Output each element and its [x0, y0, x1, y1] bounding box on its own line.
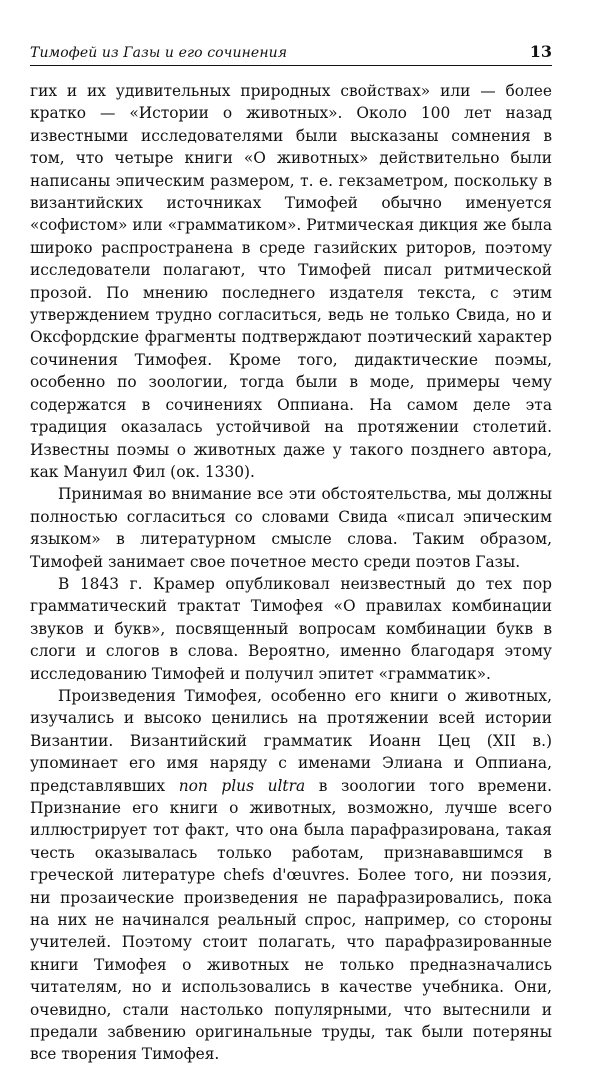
latin-phrase: non plus ultra [178, 776, 306, 795]
body-text [30, 80, 552, 1066]
page-number: 13 [529, 42, 552, 61]
paragraph-4 [30, 685, 552, 1066]
paragraph-4-end: в зоологии того времени. Признание его книги о животных, возможно, лучше всего иллюстрирует тот факт, что она была парафразирована, такая честь оказывалась только работам, признававшимся в греческой литературе chefs d'œuvres. Более того, ни поэзия, ни прозаические произведения не парафразировались, пока на них не начинался реальный спрос, например, со стороны учителей. Поэтому стоит полагать, что парафразированные книги Тимофея о животных не только предназначались читателям, но и использовались в качестве учебника. Они, очевидно, стали настолько популярными, что вытеснили и предали забвению оригинальные труды, так были потеряны все творения Тимофея. [30, 776, 553, 1064]
running-title: Тимофей из Газы и его сочинения [30, 45, 288, 61]
paragraph-4-start: Произведения Тимофея, особенно его книги о животных, изучались и высоко ценились на протяжении всей истории Византии. Византийский грамматик Иоанн Цец (XII в.) упоминает его имя наряду с именами Элиана и Оппиана, представлявших [30, 686, 552, 795]
paragraph-1: гих и их удивительных природных свойствах» или — более кратко — «Истории о животных». Около 100 лет назад известными исследователями были высказаны сомнения в том, что четыре книги «О животных» действительно были написаны эпическим размером, т. е. гекзаметром, поскольку в византийских источниках Тимофей обычно именуется «софистом» или «грамматиком». Ритмическая дикция же была широко распространена в среде газийских риторов, поэтому исследователи полагают, что Тимофей писал ритмической прозой. По мнению последнего издателя текста, с этим утверждением трудно согласиться, ведь не только Свида, но и Оксфордские фрагменты подтверждают поэтический характер сочинения Тимофея. Кроме того, дидактические поэмы, особенно по зоологии, тогда были в моде, примеры чему содержатся в сочинениях Оппиана. На самом деле эта традиция оказалась устойчивой на протяжении столетий. Известны поэмы о животных даже у такого позднего автора, как Мануил Фил (ок. 1330). [30, 82, 552, 481]
running-header [30, 38, 552, 66]
paragraph-3: В 1843 г. Крамер опубликовал неизвестный до тех пор грамматический трактат Тимофея «О правилах комбинации звуков и букв», посвященный вопросам комбинации букв в слоги и слогов в слова. Вероятно, именно благодаря этому исследованию Тимофей и получил эпитет «грамматик». [30, 574, 552, 683]
paragraph-2: Принимая во внимание все эти обстоятельства, мы должны полностью согласиться со словами Свида «писал эпическим языком» в литературном смысле слова. Таким образом, Тимофей занимает свое почетное место среди поэтов Газы. [30, 485, 552, 571]
